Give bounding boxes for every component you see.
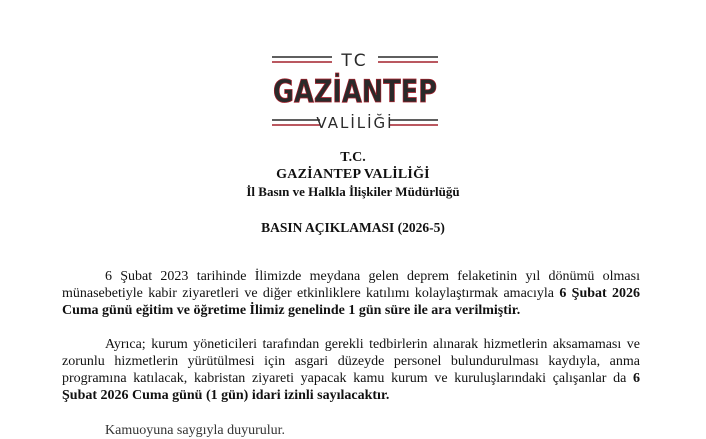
- logo-graphic: [270, 38, 440, 148]
- gaziantep-valiligi-logo: [270, 38, 440, 148]
- paragraph-2-bold: 6 Şubat 2026 Cuma günü (1 gün) idari izinli sayılacaktır.: [62, 371, 640, 403]
- paragraph-1-bold: 6 Şubat 2026 Cuma günü eğitim ve öğretime İlimiz genelinde 1 gün süre ile ara verilmiştir.: [62, 286, 641, 318]
- paragraph-2: [62, 336, 640, 404]
- header-tc: T.C.: [340, 150, 366, 165]
- header-department: İl Basın ve Halkla İlişkiler Müdürlüğü: [246, 184, 460, 199]
- logo-main-text: GAZİANTEP: [273, 74, 437, 110]
- press-release-title: BASIN AÇIKLAMASI (2026-5): [261, 220, 445, 235]
- paragraph-3-partial: [62, 422, 640, 439]
- paragraph-3-text: Kamuoyuna saygıyla duyurulur.: [105, 423, 286, 438]
- paragraph-1-text: 6 Şubat 2023 tarihinde İlimizde meydana gelen deprem felaketinin yıl dönümü olması münasebetiyle kabir ziyaretleri ve diğer etkinliklere katılımı kolaylaştırmak amacıyla: [62, 269, 640, 301]
- paragraph-1: [62, 268, 640, 319]
- header-governorship: GAZİANTEP VALİLİĞİ: [276, 167, 430, 182]
- logo-top-text: TC: [341, 51, 369, 71]
- logo-bottom-text: VALİLİĞİ: [316, 114, 394, 132]
- paragraph-2-text: Ayrıca; kurum yöneticileri tarafından gerekli tedbirlerin alınarak hizmetlerin aksamaması ve zorunlu hizmetlerin yürütülmesi için asgari düzeyde personel bulundurulması kaydıyla, anma programına katılacak, kabristan ziyareti yapacak kamu kurum ve kuruluşlarındaki çalışanlar da: [62, 337, 640, 386]
